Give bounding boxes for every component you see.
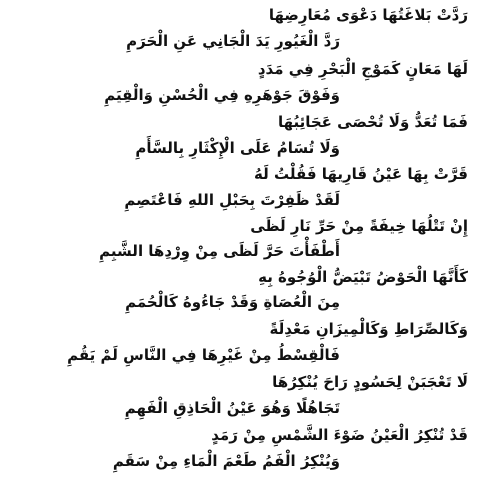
verse-1-first-hemistich: رَدَّتْ بَلاغَتُهَا دَعْوَى مُعَارِضِهَا [268,6,468,24]
verse-1-second-hemistich: رَدَّ الْغَيُورِ يَدَ الْجَانِي عَنِ الْحَرَمِ [126,32,340,50]
verse-9-second-hemistich: وَيُنْكِرُ الْفَمُ طَعْمَ الْمَاءِ مِنْ سَقَمِ [112,452,340,470]
verse-5-second-hemistich: أَطْفَأْتَ حَرَّ لَظَى مِنْ وِرْدِهَا الشَّبِمِ [99,242,340,260]
verse-3-first-hemistich: فَمَا تُعَدُّ وَلَا تُحْصَى عَجَائِبُهَا [277,113,468,131]
verse-7-second-hemistich: فَالْقِسْطُ مِنْ غَيْرِهَا فِي النَّاسِ لَمْ يَقُمِ [67,346,340,364]
verse-2-first-hemistich: لَهَا مَعَانٍ كَمَوْجِ الْبَحْرِ فِي مَدَدٍ [257,60,468,78]
verse-5-first-hemistich: إِنْ تَتْلُهَا خِيفَةً مِنْ حَرِّ نَارِ لَظَى [250,217,468,235]
verse-2-second-hemistich: وَفَوْقَ جَوْهَرِهِ فِي الْحُسْنِ وَالْقِيَمِ [104,86,340,104]
verse-7-first-hemistich: وَكَالصِّرَاطِ وَكَالْمِيزَانِ مَعْدِلَةً [269,320,468,338]
verse-4-first-hemistich: قَرَّتْ بِهَا عَيْنُ قَارِيهَا فَقُلْتُ لَهُ [254,165,468,183]
verse-4-second-hemistich: لَقَدْ ظَفِرْتَ بِحَبْلِ اللهِ فَاعْتَصِمِ [124,191,340,209]
verse-6-first-hemistich: كَأَنَّهَا الْحَوْضُ تَبْيَضُّ الْوُجُوهُ بِهِ [258,268,468,286]
verse-6-second-hemistich: مِنَ الْعُصَاةِ وَقَدْ جَاءُوهُ كَالْحُمَمِ [125,293,340,311]
verse-3-second-hemistich: وَلَا تُسَامُ عَلَى الْإِكْثَارِ بِالسَّأَمِ [135,139,340,157]
verse-8-first-hemistich: لَا تَعْجَبَنْ لِحَسُودٍ رَاحَ يُنْكِرُهَا [272,373,468,391]
verse-8-second-hemistich: تَجَاهُلًا وَهُوَ عَيْنُ الْحَاذِقِ الْفَهِمِ [124,399,340,417]
verse-9-first-hemistich: قَدْ تُنْكِرُ الْعَيْنُ ضَوْءَ الشَّمْسِ مِنْ رَمَدٍ [211,426,468,444]
